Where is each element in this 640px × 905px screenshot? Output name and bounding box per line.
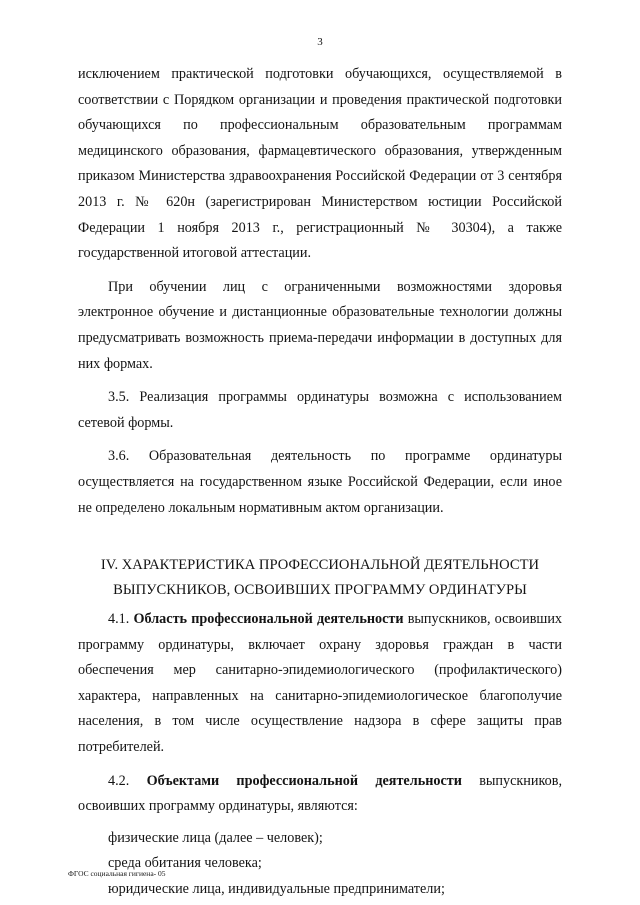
term-professional-field: Область профессиональной деятельности xyxy=(133,611,404,628)
paragraph-4-1 xyxy=(78,607,562,761)
paragraph-4-2-text: выпускников, освоивших программу ординатуры, являются: xyxy=(78,772,562,815)
page-number: 3 xyxy=(317,36,323,48)
footer-label: ФГОС социальная гигиена- 05 xyxy=(68,869,166,878)
list-item: физические лица (далее – человек); xyxy=(108,829,323,846)
paragraph-4-2 xyxy=(78,769,562,820)
paragraph-practical-training: исключением практической подготовки обучающихся, осуществляемой в соответствии с Порядком организации и проведения практической подготовки обучающихся по профессиональным образовательным программам медицинского образования, фармацевтического образования, утвержденным приказом Министерства здравоохранения Российской Федерации от 3 сентября 2013 г. № 620н (зарегистрирован Министерством юстиции Российской Федерации 1 ноября 2013 г., регистрационный № 30304), а также государственной итоговой аттестации. xyxy=(78,66,562,262)
section-number-4-2: 4.2. xyxy=(108,772,130,789)
list-item: среда обитания человека; xyxy=(108,855,262,872)
section-number-4-1: 4.1. xyxy=(108,611,130,628)
paragraph-disabilities: При обучении лиц с ограниченными возможностями здоровья электронное обучение и дистанционные образовательные технологии должны предусматривать возможность приема-передачи информации в доступных для них формах. xyxy=(78,278,562,372)
heading-line-1: IV. ХАРАКТЕРИСТИКА ПРОФЕССИОНАЛЬНОЙ ДЕЯТЕЛЬНОСТИ xyxy=(100,557,540,574)
paragraph-3-6: 3.6. Образовательная деятельность по программе ординатуры осуществляется на государственном языке Российской Федерации, если иное не определено локальным нормативным актом организации. xyxy=(78,448,562,516)
heading-line-2: ВЫПУСКНИКОВ, ОСВОИВШИХ ПРОГРАММУ ОРДИНАТУРЫ xyxy=(113,582,527,599)
section-iv-heading xyxy=(78,553,562,603)
list-item: юридические лица, индивидуальные предприниматели; xyxy=(108,881,445,898)
document-body xyxy=(78,62,562,903)
paragraph-4-1-text: выпускников, освоивших программу ординатуры, включает охрану здоровья граждан в части обеспечения мер санитарно-эпидемиологического (профилактического) характера, направленных на санитарно-эпидемиологическое благополучие населения, в том числе осуществление надзора в сфере защиты прав потребителей. xyxy=(78,611,563,756)
term-professional-objects: Объектами профессиональной деятельности xyxy=(146,772,462,789)
paragraph-3-5: 3.5. Реализация программы ординатуры возможна с использованием сетевой формы. xyxy=(78,389,562,431)
